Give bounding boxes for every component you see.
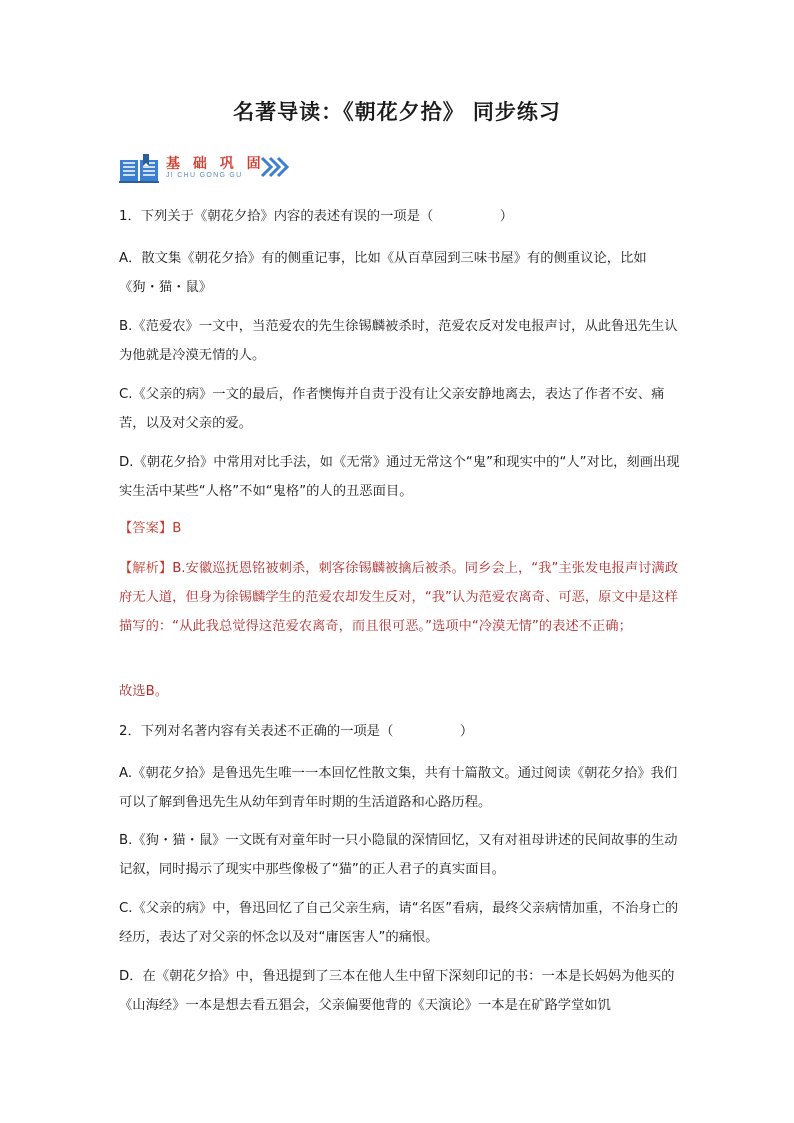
analysis-label: 【解析】 <box>119 561 173 576</box>
answer-value: B <box>172 521 182 536</box>
question-1-option-d: D.《朝花夕拾》中常用对比手法，如《无常》通过无常这个“鬼”和现实中的“人”对比，刻画出现实生活中某些“人格”不如“鬼格”的人的丑恶面目。 <box>119 455 680 499</box>
question-2-option-c: C.《父亲的病》中，鲁迅回忆了自己父亲生病，请“名医”看病，最终父亲病情加重，不治身亡的经历，表达了对父亲的怀念以及对“庸医害人”的痛恨。 <box>119 901 679 945</box>
book-icon <box>118 154 160 184</box>
analysis-text: B.安徽巡抚恩铭被刺杀，刺客徐锡麟被擒后被杀。同乡会上，“我”主张发电报声讨满政府无人道，但身为徐锡麟学生的范爱农却发生反对，“我”认为范爱农离奇、可恶，原文中是这样描写的：“从此我总觉得这范爱农离奇，而且很可恶。”选项中“冷漠无情”的表述不正确； <box>119 561 679 634</box>
question-2-option-d: D．在《朝花夕拾》中，鲁迅提到了三本在他人生中留下深刻印记的书：一本是长妈妈为他买的《山海经》一本是想去看五猖会，父亲偏要他背的《天演论》一本是在矿路学堂如饥 <box>119 969 675 1013</box>
question-1-answer <box>119 514 685 543</box>
section-title: 基 础 巩 固 <box>166 156 265 172</box>
page-title: 名著导读：《朝花夕拾》 同步练习 <box>233 100 561 124</box>
question-1-stem: 1．下列关于《朝花夕拾》内容的表述有误的一项是（ ） <box>119 209 514 224</box>
question-2-stem: 2．下列对名著内容有关表述不正确的一项是（ ） <box>119 724 474 739</box>
question-2-option-a: A.《朝花夕拾》是鲁迅先生唯一一本回忆性散文集，共有十篇散文。通过阅读《朝花夕拾》我们可以了解到鲁迅先生从幼年到青年时期的生活道路和心路历程。 <box>119 766 678 810</box>
question-1-analysis <box>119 554 685 641</box>
section-subtitle: JI CHU GONG GU <box>166 172 243 179</box>
double-chevron-icon <box>260 156 290 178</box>
question-1-option-b: B.《范爱农》一文中，当范爱农的先生徐锡麟被杀时，范爱农反对发电报声讨，从此鲁迅先生认为他就是冷漠无情的人。 <box>119 319 678 363</box>
question-1-option-a: A．散文集《朝花夕拾》有的侧重记事，比如《从百草园到三味书屋》有的侧重议论，比如《狗・猫・鼠》 <box>119 251 647 295</box>
question-2-option-b: B.《狗・猫・鼠》一文既有对童年时一只小隐鼠的深情回忆，又有对祖母讲述的民间故事的生动记叙，同时揭示了现实中那些像极了“猫”的正人君子的真实面目。 <box>119 833 678 877</box>
question-1-conclusion: 故选B。 <box>119 684 169 699</box>
section-banner <box>118 152 308 186</box>
answer-label: 【答案】 <box>119 521 173 536</box>
question-1-option-c: C.《父亲的病》一文的最后，作者懊悔并自责于没有让父亲安静地离去，表达了作者不安、痛苦，以及对父亲的爱。 <box>119 387 665 431</box>
